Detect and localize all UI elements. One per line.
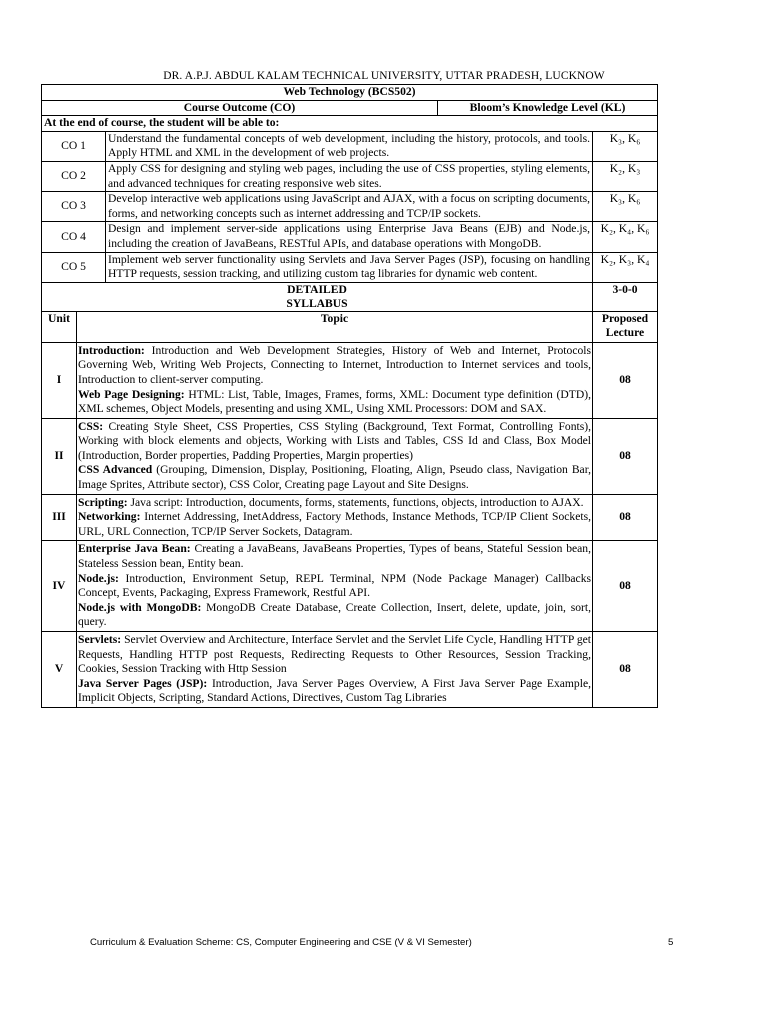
topic-heading: Networking: bbox=[78, 510, 141, 524]
topic-paragraph bbox=[78, 542, 591, 571]
unit-topics bbox=[77, 541, 593, 632]
unit-number: III bbox=[42, 494, 77, 541]
topic-text: Servlet Overview and Architecture, Interface Servlet and the Servlet Life Cycle, Handling HTTP get Requests, Handling HTTP post Requests, Redirecting Requests to Other Resources, Session Tracking, Cookies, Session Tracking with Http Session bbox=[78, 633, 591, 676]
unit-lectures: 08 bbox=[593, 494, 658, 541]
topic-paragraph bbox=[78, 677, 591, 706]
topic-heading: Scripting: bbox=[78, 495, 128, 509]
topic-text: HTML: List, Table, Images, Frames, forms, XML: Document type definition (DTD), XML schemes, Object Models, presenting and using XML, Using XML Processors: DOM and SAX. bbox=[78, 387, 591, 416]
course-intro: At the end of course, the student will be able to: bbox=[42, 116, 658, 132]
course-outcome-row bbox=[42, 252, 658, 282]
co-knowledge-level: K₃, K₆ bbox=[593, 192, 658, 222]
topic-text: Internet Addressing, InetAddress, Factory Methods, Instance Methods, TCP/IP Client Sockets, URL, URL Connection, TCP/IP Server Sockets, Datagram. bbox=[78, 510, 591, 538]
syllabus-sheet bbox=[41, 84, 657, 708]
footer-text: Curriculum & Evaluation Scheme: CS, Computer Engineering and CSE (V & VI Semester) bbox=[90, 937, 472, 948]
co-description: Understand the fundamental concepts of web development, including the history, protocols, and tools. Apply HTML and XML in the development of web projects. bbox=[106, 131, 593, 161]
unit-row bbox=[42, 418, 658, 494]
co-description: Design and implement server-side applications using Enterprise Java Beans (EJB) and Node.js, including the creation of JavaBeans, RESTful APIs, and database operations with MongoDB. bbox=[106, 222, 593, 252]
topic-text: Creating Style Sheet, CSS Properties, CSS Styling (Background, Text Format, Controlling Fonts), Working with block elements and objects, Working with Lists and Tables, CSS Id and Class, Box Model (Introduction, Border properties, Padding Properties, Margin properties) bbox=[78, 419, 591, 462]
co-knowledge-level: K₃, K₆ bbox=[593, 131, 658, 161]
topic-paragraph bbox=[78, 344, 591, 388]
co-id: CO 3 bbox=[42, 192, 106, 222]
unit-col-header: Unit bbox=[42, 311, 77, 342]
co-knowledge-level: K₂, K₄, K₆ bbox=[593, 222, 658, 252]
unit-number: IV bbox=[42, 541, 77, 632]
topic-heading: CSS Advanced bbox=[78, 463, 153, 477]
topic-text: (Grouping, Dimension, Display, Positioning, Floating, Align, Pseudo class, Navigation Bar, Image Sprites, Attribute sector), CSS Color, Creating page Layout and Site Designs. bbox=[78, 463, 591, 492]
topic-paragraph bbox=[78, 463, 591, 492]
unit-row bbox=[42, 342, 658, 418]
unit-row bbox=[42, 632, 658, 708]
university-name: DR. A.P.J. ABDUL KALAM TECHNICAL UNIVERSITY, UTTAR PRADESH, LUCKNOW bbox=[163, 70, 605, 82]
topic-heading: CSS: bbox=[78, 419, 104, 433]
topic-paragraph bbox=[78, 601, 591, 630]
topic-text: Introduction, Java Server Pages Overview, A First Java Server Page Example, Implicit Objects, Scripting, Standard Actions, Directives, Custom Tag Libraries bbox=[78, 676, 591, 705]
unit-topics bbox=[77, 418, 593, 494]
topic-heading: Node.js: bbox=[78, 571, 119, 585]
unit-row bbox=[42, 494, 658, 541]
unit-lectures: 08 bbox=[593, 342, 658, 418]
unit-number: II bbox=[42, 418, 77, 494]
co-knowledge-level: K₂, K₃ bbox=[593, 161, 658, 191]
course-outcome-row bbox=[42, 161, 658, 191]
course-outcome-row bbox=[42, 222, 658, 252]
unit-number: V bbox=[42, 632, 77, 708]
unit-lectures: 08 bbox=[593, 632, 658, 708]
topic-paragraph bbox=[78, 572, 591, 601]
topic-heading: Java Server Pages (JSP): bbox=[78, 676, 208, 690]
co-header: Course Outcome (CO) bbox=[42, 100, 438, 116]
course-outcome-row bbox=[42, 192, 658, 222]
topic-text: Introduction, Environment Setup, REPL Terminal, NPM (Node Package Manager) Callbacks Concept, Events, Packaging, Express Framework, Restful API. bbox=[78, 571, 591, 600]
co-description: Develop interactive web applications using JavaScript and AJAX, with a focus on scripting documents, forms, and networking concepts such as internet addressing and TCP/IP sockets. bbox=[106, 192, 593, 222]
kl-header: Bloom’s Knowledge Level (KL) bbox=[438, 100, 658, 116]
topic-paragraph bbox=[78, 633, 591, 677]
syllabus-title: DETAILED SYLLABUS bbox=[42, 282, 593, 311]
topic-paragraph bbox=[78, 496, 591, 511]
unit-lectures: 08 bbox=[593, 418, 658, 494]
unit-row bbox=[42, 541, 658, 632]
syllabus-table bbox=[41, 282, 658, 708]
unit-topics bbox=[77, 494, 593, 541]
co-description: Apply CSS for designing and styling web pages, including the use of CSS properties, styling elements, and advanced techniques for creating responsive web sites. bbox=[106, 161, 593, 191]
ltp-value: 3-0-0 bbox=[593, 282, 658, 311]
topic-paragraph bbox=[78, 420, 591, 464]
unit-topics bbox=[77, 632, 593, 708]
co-id: CO 4 bbox=[42, 222, 106, 252]
topic-heading: Web Page Designing: bbox=[78, 387, 185, 401]
topic-paragraph bbox=[78, 510, 591, 539]
lecture-col-header: Proposed Lecture bbox=[593, 311, 658, 342]
topic-col-header: Topic bbox=[77, 311, 593, 342]
unit-lectures: 08 bbox=[593, 541, 658, 632]
topic-text: Introduction and Web Development Strategies, History of Web and Internet, Protocols Governing Web, Writing Web Projects, Connecting to Internet, Introduction to Internet services and tools, Introduction to client-server computing. bbox=[78, 343, 591, 386]
course-outcome-table bbox=[41, 84, 658, 283]
co-id: CO 1 bbox=[42, 131, 106, 161]
topic-heading: Enterprise Java Bean: bbox=[78, 542, 191, 556]
co-knowledge-level: K₂, K₃, K₄ bbox=[593, 252, 658, 282]
co-id: CO 5 bbox=[42, 252, 106, 282]
topic-heading: Node.js with MongoDB: bbox=[78, 600, 202, 614]
unit-topics bbox=[77, 342, 593, 418]
co-id: CO 2 bbox=[42, 161, 106, 191]
topic-heading: Introduction: bbox=[78, 343, 145, 357]
topic-heading: Servlets: bbox=[78, 633, 122, 646]
topic-text: Creating a JavaBeans, JavaBeans Properties, Types of beans, Stateful Session bean, Stateless Session bean, Entity bean. bbox=[78, 542, 592, 571]
course-title: Web Technology (BCS502) bbox=[42, 85, 658, 101]
unit-number: I bbox=[42, 342, 77, 418]
topic-text: Java script: Introduction, documents, forms, statements, functions, objects, introduction to AJAX. bbox=[127, 495, 584, 509]
topic-text: MongoDB Create Database, Create Collection, Insert, delete, update, join, sort, query. bbox=[78, 600, 591, 629]
co-description: Implement web server functionality using Servlets and Java Server Pages (JSP), focusing on handling HTTP requests, session tracking, and utilizing custom tag libraries for dynamic web content. bbox=[106, 252, 593, 282]
course-outcome-row bbox=[42, 131, 658, 161]
page-number: 5 bbox=[668, 937, 674, 948]
topic-paragraph bbox=[78, 388, 591, 417]
